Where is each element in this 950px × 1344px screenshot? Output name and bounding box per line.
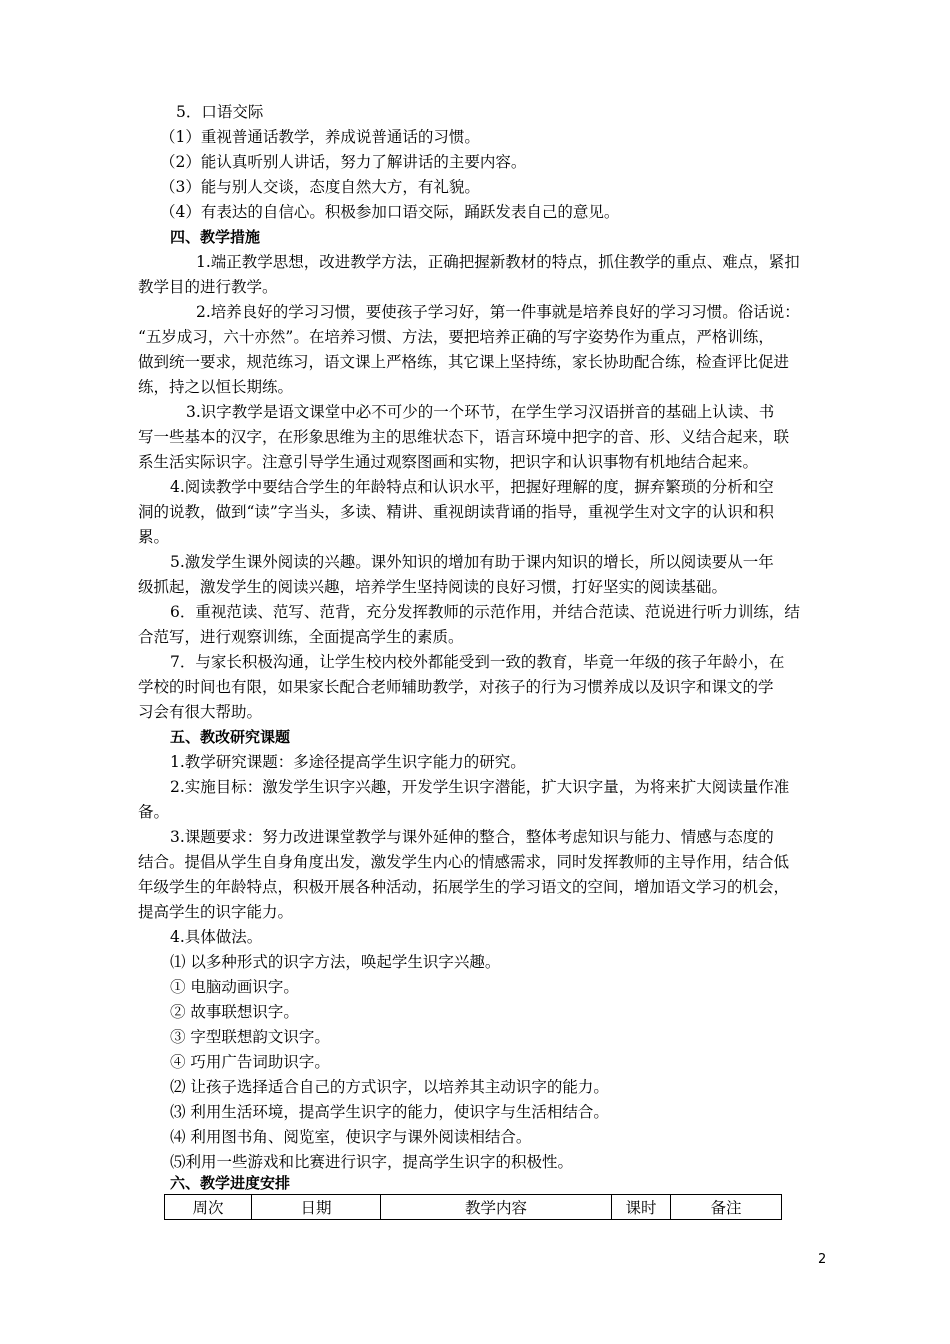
paragraph-line: 7．与家长积极沟通，让学生校内校外都能受到一致的教育，毕竟一年级的孩子年龄小，在	[170, 653, 785, 671]
paragraph-line: （4）有表达的自信心。积极参加口语交际，踊跃发表自己的意见。	[160, 203, 620, 221]
paragraph-line: 备。	[138, 803, 170, 821]
table-header-cell: 周次	[165, 1195, 252, 1220]
paragraph-line: （3）能与别人交谈，态度自然大方，有礼貌。	[160, 178, 480, 196]
paragraph-line: 1.端正教学思想，改进教学方法，正确把握新教材的特点，抓住教学的重点、难点，紧扣	[196, 253, 800, 271]
paragraph-line: 4.具体做法。	[170, 928, 263, 946]
list-item: ⑷ 利用图书角、阅览室，使识字与课外阅读相结合。	[170, 1128, 532, 1146]
paragraph-line: “五岁成习，六十亦然”。在培养习惯、方法，要把培养正确的写字姿势作为重点，严格训练，	[138, 328, 774, 346]
paragraph-line: 级抓起，激发学生的阅读兴趣，培养学生坚持阅读的良好习惯，打好坚实的阅读基础。	[138, 578, 728, 596]
list-item: ⑴ 以多种形式的识字方法，唤起学生识字兴趣。	[170, 953, 501, 971]
paragraph-line: 累。	[138, 528, 170, 546]
list-item: ③ 字型联想韵文识字。	[170, 1028, 330, 1046]
list-item: ④ 巧用广告词助识字。	[170, 1053, 330, 1071]
paragraph-line: 提高学生的识字能力。	[138, 903, 294, 921]
paragraph-line: 结合。提倡从学生自身角度出发，激发学生内心的情感需求，同时发挥教师的主导作用，结合低	[138, 853, 790, 871]
list-item: ⑵ 让孩子选择适合自己的方式识字，以培养其主动识字的能力。	[170, 1078, 609, 1096]
page-number: 2	[818, 1252, 827, 1267]
list-item: ① 电脑动画识字。	[170, 978, 299, 996]
section-heading: 六、教学进度安排	[170, 1174, 291, 1192]
paragraph-line: 1.教学研究课题：多途径提高学生识字能力的研究。	[170, 753, 526, 771]
table-header-cell: 教学内容	[381, 1195, 612, 1220]
paragraph-line: 年级学生的年龄特点，积极开展各种活动，拓展学生的学习语文的空间，增加语文学习的机会，	[138, 878, 790, 896]
section-heading: 四、教学措施	[170, 228, 261, 246]
paragraph-line: 4.阅读教学中要结合学生的年龄特点和认识水平，把握好理解的度，摒弃繁琐的分析和空	[170, 478, 774, 496]
table-header-cell: 日期	[252, 1195, 381, 1220]
paragraph-line: 习会有很大帮助。	[138, 703, 263, 721]
paragraph-line: 3.课题要求：努力改进课堂教学与课外延伸的整合，整体考虑知识与能力、情感与态度的	[170, 828, 774, 846]
paragraph-line: 系生活实际识字。注意引导学生通过观察图画和实物，把识字和认识事物有机地结合起来。	[138, 453, 759, 471]
paragraph-line: 5．口语交际	[176, 103, 264, 121]
paragraph-line: 洞的说教，做到“读”字当头，多读、精讲、重视朗读背诵的指导，重视学生对文字的认识和积	[138, 503, 774, 521]
paragraph-line: 6．重视范读、范写、范背，充分发挥教师的示范作用，并结合范读、范说进行听力训练，结	[170, 603, 800, 621]
paragraph-line: （1）重视普通话教学，养成说普通话的习惯。	[160, 128, 480, 146]
paragraph-line: 写一些基本的汉字，在形象思维为主的思维状态下，语言环境中把字的音、形、义结合起来，联	[138, 428, 790, 446]
list-item: ⑶ 利用生活环境，提高学生识字的能力，使识字与生活相结合。	[170, 1103, 609, 1121]
list-item: ② 故事联想识字。	[170, 1003, 299, 1021]
section-heading: 五、教改研究课题	[170, 728, 291, 746]
paragraph-line: 练，持之以恒长期练。	[138, 378, 294, 396]
paragraph-line: 2.实施目标：激发学生识字兴趣，开发学生识字潜能，扩大识字量，为将来扩大阅读量作准	[170, 778, 790, 796]
paragraph-line: 2.培养良好的学习习惯，要使孩子学习好，第一件事就是培养良好的学习习惯。俗话说：	[196, 303, 800, 321]
table-header-row	[165, 1195, 782, 1220]
list-item: ⑸利用一些游戏和比赛进行识字，提高学生识字的积极性。	[170, 1153, 574, 1171]
table-header-cell: 课时	[612, 1195, 671, 1220]
paragraph-line: 3.识字教学是语文课堂中必不可少的一个环节，在学生学习汉语拼音的基础上认读、书	[186, 403, 775, 421]
paragraph-line: 5.激发学生课外阅读的兴趣。课外知识的增加有助于课内知识的增长，所以阅读要从一年	[170, 553, 774, 571]
schedule-table	[164, 1194, 782, 1220]
paragraph-line: （2）能认真听别人讲话，努力了解讲话的主要内容。	[160, 153, 527, 171]
paragraph-line: 做到统一要求，规范练习，语文课上严格练，其它课上坚持练，家长协助配合练，检查评比促进	[138, 353, 790, 371]
table-header-cell: 备注	[671, 1195, 782, 1220]
paragraph-line: 学校的时间也有限，如果家长配合老师辅助教学，对孩子的行为习惯养成以及识字和课文的学	[138, 678, 774, 696]
paragraph-line: 教学目的进行教学。	[138, 278, 278, 296]
paragraph-line: 合范写，进行观察训练，全面提高学生的素质。	[138, 628, 464, 646]
